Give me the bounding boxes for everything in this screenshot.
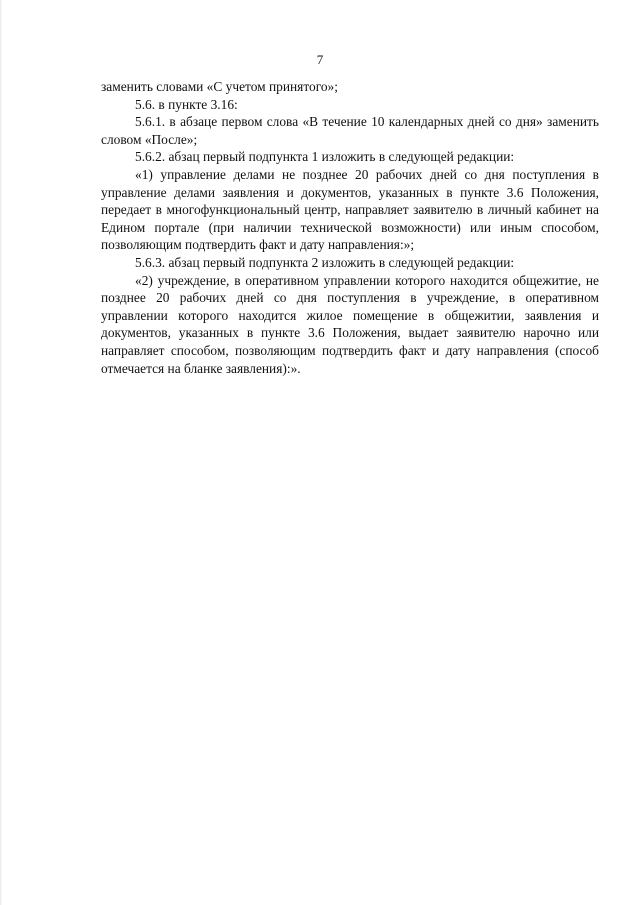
paragraph-continuation: заменить словами «С учетом принятого»; bbox=[101, 79, 338, 94]
paragraph-item-5-6-2: 5.6.2. абзац первый подпункта 1 изложить в следующей редакции: bbox=[135, 149, 515, 165]
page-number: 7 bbox=[316, 52, 324, 67]
paragraph-quote-subitem-2: «2) учреждение, в оперативном управлении которого находится общежитие, не позднее 20 рабочих дней со дня поступления в учреждение, в оперативном управлении которого находится жилое помещение в общежитии, заявления и документов, указанных в пункте 3.6 Положения, выдает заявителю нарочно или направляет способом, позволяющим подтвердить факт и дату направления (способ отмечается на бланке заявления):». bbox=[101, 272, 599, 376]
paragraph-item-5-6-1: 5.6.1. в абзаце первом слова «В течение 10 календарных дней со дня» заменить словом «После»; bbox=[101, 114, 599, 147]
paragraph-item-5-6-3: 5.6.3. абзац первый подпункта 2 изложить в следующей редакции: bbox=[135, 254, 515, 270]
paragraph-quote-subitem-1: «1) управление делами не позднее 20 рабочих дней со дня поступления в управление делами заявления и документов, указанных в пункте 3.6 Положения, передает в многофункциональный центр, направляет заявителю в личный кабинет на Едином портале (при наличии технической возможности) или иным способом, позволяющим подтвердить факт и дату направления:»; bbox=[101, 166, 599, 253]
document-body bbox=[101, 78, 599, 377]
paragraph-item-5-6: 5.6. в пункте 3.16: bbox=[135, 96, 238, 112]
scan-edge-shadow bbox=[0, 0, 2, 905]
